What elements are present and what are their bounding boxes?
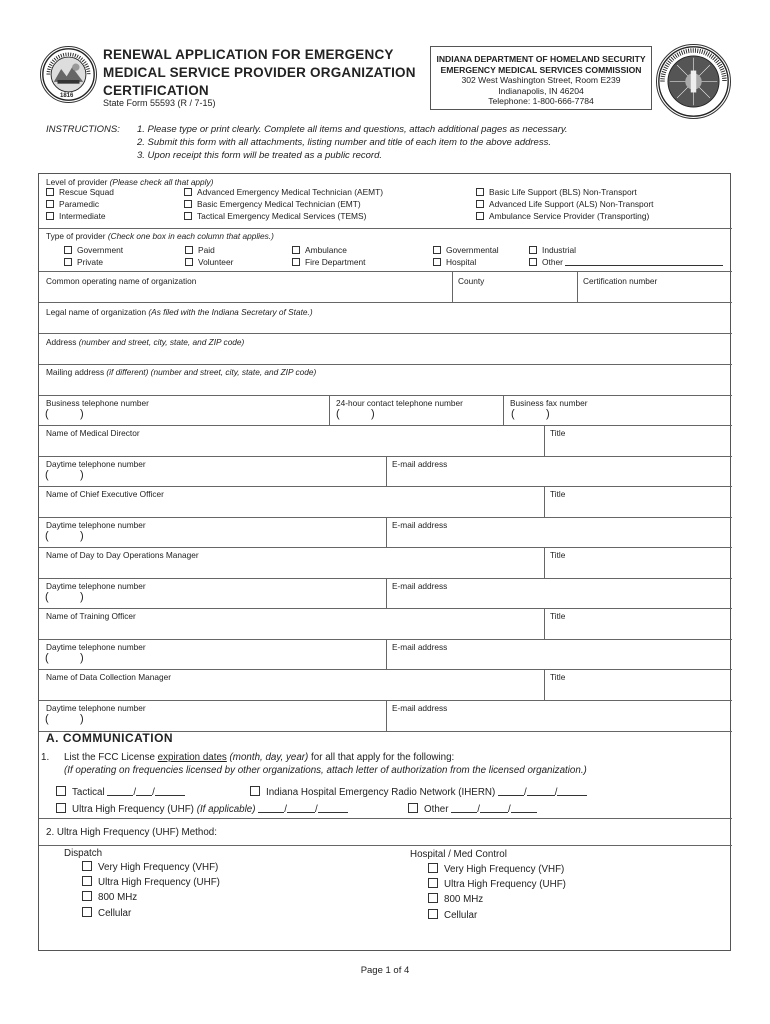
paren-open: (	[45, 652, 49, 664]
training-officer-label: Name of Training Officer	[46, 611, 136, 621]
seal-year: 1816	[60, 93, 74, 99]
agency-commission: EMERGENCY MEDICAL SERVICES COMMISSION	[440, 64, 642, 75]
operations-manager-title-label: Title	[550, 550, 566, 560]
paren-close: )	[80, 713, 84, 725]
checkbox-rescue-squad[interactable]: Rescue Squad	[46, 187, 114, 197]
training-officer-phone-label: Daytime telephone number	[46, 642, 146, 652]
checkbox-intermediate[interactable]: Intermediate	[46, 211, 106, 221]
agency-box	[430, 46, 652, 110]
common-name-label: Common operating name of organization	[46, 276, 197, 286]
operations-manager-phone-label: Daytime telephone number	[46, 581, 146, 591]
instruction-2: 2. Submit this form with all attachments, listing number and title of each item to the above address.	[137, 137, 551, 148]
business-phone-label: Business telephone number	[46, 398, 149, 408]
paren-open: (	[45, 530, 49, 542]
contact-phone-area-close: )	[371, 408, 375, 420]
training-officer-title-label: Title	[550, 611, 566, 621]
checkbox-ambulance[interactable]: Ambulance	[292, 245, 347, 255]
provider-level-label: Level of provider (Please check all that apply)	[46, 177, 214, 187]
title-line-2: MEDICAL SERVICE PROVIDER ORGANIZATION	[103, 65, 416, 80]
cert-number-label: Certification number	[583, 276, 658, 286]
checkbox-private[interactable]: Private	[64, 257, 103, 267]
data-manager-phone-label: Daytime telephone number	[46, 703, 146, 713]
agency-city: Indianapolis, IN 46204	[498, 85, 584, 96]
checkbox-volunteer[interactable]: Volunteer	[185, 257, 233, 267]
data-manager-email-label: E-mail address	[392, 703, 448, 713]
contact-phone-label: 24-hour contact telephone number	[336, 398, 463, 408]
hospital-label: Hospital / Med Control	[410, 849, 507, 860]
checkbox-governmental[interactable]: Governmental	[433, 245, 499, 255]
instruction-1: 1. Please type or print clearly. Complete all items and questions, attach additional pages as necessary.	[137, 124, 568, 135]
form-number: State Form 55593 (R / 7-15)	[103, 98, 216, 108]
checkbox-tems[interactable]: Tactical Emergency Medical Services (TEMS)	[184, 211, 366, 221]
operations-manager-label: Name of Day to Day Operations Manager	[46, 550, 199, 560]
ceo-title-label: Title	[550, 489, 566, 499]
checkbox-als[interactable]: Advanced Life Support (ALS) Non-Transport	[476, 199, 653, 209]
paren-close: )	[80, 530, 84, 542]
legal-name-label: Legal name of organization (As filed with the Indiana Secretary of State.)	[46, 307, 313, 317]
paren-open: (	[45, 713, 49, 725]
agency-phone: Telephone: 1-800-666-7784	[488, 96, 594, 107]
data-manager-title-label: Title	[550, 672, 566, 682]
paren-close: )	[80, 591, 84, 603]
checkbox-hospital-uhf[interactable]: Ultra High Frequency (UHF)	[428, 878, 566, 890]
data-manager-label: Name of Data Collection Manager	[46, 672, 171, 682]
checkbox-industrial[interactable]: Industrial	[529, 245, 576, 255]
checkbox-paid[interactable]: Paid	[185, 245, 215, 255]
q1-note: (If operating on frequencies licensed by other organizations, attach letter of authorization from the licensed organization.)	[64, 765, 587, 776]
address-label: Address (number and street, city, state, and ZIP code)	[46, 337, 245, 347]
checkbox-dispatch-vhf[interactable]: Very High Frequency (VHF)	[82, 861, 218, 873]
paren-close: )	[80, 652, 84, 664]
checkbox-hospital-vhf[interactable]: Very High Frequency (VHF)	[428, 863, 564, 875]
medical-director-email-label: E-mail address	[392, 459, 448, 469]
mailing-label: Mailing address (if different) (number and street, city, state, and ZIP code)	[46, 367, 317, 377]
provider-type-label: Type of provider (Check one box in each column that applies.)	[46, 231, 274, 241]
medical-director-phone-label: Daytime telephone number	[46, 459, 146, 469]
medical-director-title-label: Title	[550, 428, 566, 438]
ceo-label: Name of Chief Executive Officer	[46, 489, 164, 499]
instructions-label: INSTRUCTIONS:	[46, 124, 120, 135]
fax-area-open: (	[511, 408, 515, 420]
checkbox-aemt[interactable]: Advanced Emergency Medical Technician (AEMT)	[184, 187, 383, 197]
county-label: County	[458, 276, 485, 286]
checkbox-paramedic[interactable]: Paramedic	[46, 199, 99, 209]
business-phone-area-open: (	[45, 408, 49, 420]
paren-open: (	[45, 591, 49, 603]
form-title	[103, 46, 423, 100]
q1-text: List the FCC License expiration dates (month, day, year) for all that apply for the following:	[64, 752, 455, 763]
fax-label: Business fax number	[510, 398, 588, 408]
checkbox-other[interactable]: Other	[529, 257, 723, 267]
operations-manager-email-label: E-mail address	[392, 581, 448, 591]
fax-area-close: )	[546, 408, 550, 420]
title-line-1: RENEWAL APPLICATION FOR EMERGENCY	[103, 47, 394, 62]
checkbox-dispatch-800mhz[interactable]: 800 MHz	[82, 891, 137, 903]
checkbox-dispatch-cellular[interactable]: Cellular	[82, 907, 131, 919]
checkbox-hospital-cellular[interactable]: Cellular	[428, 909, 477, 921]
section-a-heading: A. COMMUNICATION	[46, 731, 174, 745]
page-number: Page 1 of 4	[360, 965, 410, 976]
checkbox-government[interactable]: Government	[64, 245, 123, 255]
checkbox-comm-other[interactable]: Other / /	[408, 803, 537, 815]
medical-director-label: Name of Medical Director	[46, 428, 140, 438]
ceo-phone-label: Daytime telephone number	[46, 520, 146, 530]
checkbox-ihern[interactable]: Indiana Hospital Emergency Radio Network (IHERN) / /	[250, 786, 587, 798]
contact-phone-area-open: (	[336, 408, 340, 420]
title-line-3: CERTIFICATION	[103, 83, 209, 98]
checkbox-dispatch-uhf[interactable]: Ultra High Frequency (UHF)	[82, 876, 220, 888]
checkbox-uhf[interactable]: Ultra High Frequency (UHF) (If applicable) / /	[56, 803, 348, 815]
training-officer-email-label: E-mail address	[392, 642, 448, 652]
business-phone-area-close: )	[80, 408, 84, 420]
homeland-security-seal	[656, 44, 731, 119]
agency-street: 302 West Washington Street, Room E239	[461, 75, 621, 86]
paren-open: (	[45, 469, 49, 481]
ceo-email-label: E-mail address	[392, 520, 448, 530]
checkbox-tactical[interactable]: Tactical / /	[56, 786, 185, 798]
checkbox-hospital-800mhz[interactable]: 800 MHz	[428, 893, 483, 905]
agency-name: INDIANA DEPARTMENT OF HOMELAND SECURITY	[436, 54, 646, 64]
checkbox-hospital[interactable]: Hospital	[433, 257, 476, 267]
checkbox-bls[interactable]: Basic Life Support (BLS) Non-Transport	[476, 187, 637, 197]
checkbox-ambulance-service[interactable]: Ambulance Service Provider (Transporting)	[476, 211, 649, 221]
q1-number: 1.	[41, 752, 50, 763]
instruction-3: 3. Upon receipt this form will be treated as a public record.	[137, 150, 383, 161]
paren-close: )	[80, 469, 84, 481]
checkbox-emt[interactable]: Basic Emergency Medical Technician (EMT)	[184, 199, 361, 209]
checkbox-fire-department[interactable]: Fire Department	[292, 257, 366, 267]
dispatch-label: Dispatch	[64, 848, 103, 859]
q2-text: 2. Ultra High Frequency (UHF) Method:	[46, 827, 217, 838]
